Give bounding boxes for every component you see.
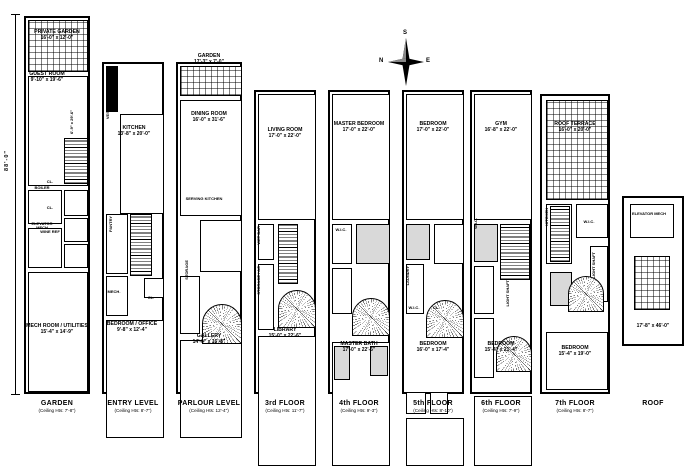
label-roof-terrace: ROOF TERRACE 16'-0" x 20'-0": [554, 121, 596, 133]
closet-3: [64, 244, 88, 268]
label-boiler: BOILER: [34, 185, 50, 190]
room-gym: [474, 94, 532, 220]
label-elevator-mech: ELEVATOR MECH: [31, 221, 53, 231]
tag-closet-1: CL.: [46, 179, 54, 184]
tag-laundry-5th: LAUNDRY: [405, 266, 410, 286]
tag-wic-5th: W.I.C.: [408, 305, 420, 310]
spiral-stair-7th: [568, 276, 604, 312]
closet-entry: [144, 278, 164, 298]
tag-closet-5th: CL.: [432, 305, 440, 310]
caption-7th-floor: 7th FLOOR (Ceiling Hts: 8'-7"): [555, 400, 595, 413]
tag-storage-ac: STORAGE / AC: [256, 266, 261, 295]
room-serving-kitchen: [200, 220, 242, 272]
bath-5th: [406, 224, 430, 260]
caption-3rd-floor: 3rd FLOOR (Ceiling Hts: 11'-7"): [264, 400, 306, 413]
room-garden-parlour: [180, 66, 242, 96]
label-bedroom-5th-rear: BEDROOM 16'-0" x 17'-4": [416, 341, 450, 353]
label-garden-parlour: GARDEN 17'-3" x 7'-0": [194, 53, 224, 65]
room-master-bedroom: [332, 94, 390, 220]
label-roof-dim: 17'-8" x 46'-0": [636, 323, 670, 329]
bath-fixtures-4th: [356, 224, 390, 264]
label-bedroom-7th: BEDROOM 15'-4" x 19'-0": [558, 345, 592, 357]
caption-entry-level: ENTRY LEVEL (Ceiling Hts: 8'-7"): [107, 400, 159, 413]
compass-label-w: N: [379, 58, 384, 64]
label-private-garden: PRIVATE GARDEN 16'-0" x 12'-0": [34, 29, 80, 41]
room-roof-terrace: [546, 100, 608, 200]
stair-7th: [550, 206, 570, 262]
compass-label-n: S: [403, 30, 408, 36]
label-bedroom-5th: BEDROOM 17'-0" x 22'-0": [416, 121, 450, 133]
tag-kitchen-7th: KITCHEN: [544, 208, 549, 226]
caption-parlour-level: PARLOUR LEVEL (Ceiling Hts: 12'-4"): [177, 400, 241, 413]
room-living-room: [258, 94, 316, 220]
closet-1: [64, 190, 88, 216]
tag-mech-entry: MECH.: [107, 289, 121, 294]
tag-vestibule: VEST.: [105, 108, 110, 120]
tag-garden-dim: 6'-9" x 29'-6": [69, 110, 74, 134]
label-guest-room: GUEST ROOM 9'-10" x 19'-6": [29, 71, 65, 83]
label-master-bath: MASTER BATH 17'-0" x 22'-6": [340, 341, 378, 353]
label-kitchen-entry: KITCHEN 13'-8" x 20'-0": [117, 125, 151, 137]
closet-2: [64, 218, 88, 242]
tag-wic-7th: W.I.C.: [583, 219, 595, 224]
caption-roof: ROOF: [642, 400, 664, 407]
tag-storage-parlour: STORAGE: [184, 260, 189, 280]
label-mech-room: MECH ROOM / UTILITIES 15'-4" x 14'-9": [26, 323, 88, 335]
compass-label-e: E: [426, 58, 431, 64]
label-library: LIBRARY 15'-0" x 22'-6": [268, 327, 302, 339]
wic-4th: [332, 268, 352, 314]
tag-wet-bar: WET BAR: [256, 226, 261, 245]
room-gallery: [180, 340, 242, 438]
overall-height-dimension: 88'-0": [4, 150, 10, 171]
roof-skylight: [634, 256, 670, 310]
label-gallery: GALLERY 14'-0" x 16'-8": [192, 333, 226, 345]
label-living-room: LIVING ROOM 17'-0" x 22'-0": [267, 127, 303, 139]
stair-3rd: [278, 224, 298, 284]
caption-5th-floor: 5th FLOOR (Ceiling Hts: 8'-10"): [413, 400, 453, 413]
room-private-garden: [28, 20, 88, 72]
storage-parlour: [180, 276, 200, 334]
tag-pantry: PANTRY: [108, 216, 113, 232]
tag-closet-2: CL.: [46, 205, 54, 210]
tag-light-shaft-7th: LIGHT SHAFT: [591, 252, 596, 279]
spiral-stair-4th: [352, 298, 390, 336]
room-bedroom-5th: [406, 94, 464, 220]
label-wine-ref: WINE REF: [40, 229, 60, 234]
label-roof-elevator-mech: ELEVATOR MECH: [631, 211, 666, 216]
caption-4th-floor: 4th FLOOR (Ceiling Hts: 9'-3"): [339, 400, 379, 413]
wic-5th-a: [434, 224, 464, 264]
room-mech-entry: [106, 276, 128, 316]
roof-elevator-mech: [630, 204, 674, 238]
tag-light-shaft-6th: LIGHT SHAFT: [505, 280, 510, 307]
spiral-stair-3rd: [278, 290, 316, 328]
room-bedroom-7th: [546, 332, 608, 390]
stair-entry: [130, 214, 152, 276]
label-bedroom-6th: BEDROOM 15'-4" x 21'-4": [484, 341, 518, 353]
caption-garden: GARDEN (Ceiling Hts: 7'-8"): [38, 400, 76, 413]
stair-6th: [500, 224, 530, 280]
compass-rose: [378, 30, 436, 92]
caption-6th-floor: 6th FLOOR (Ceiling Hts: 7'-9"): [481, 400, 521, 413]
tag-wic-6th: W.I.C.: [473, 218, 478, 229]
tag-wic-4th: W.I.C.: [335, 227, 347, 232]
room-bedroom-5th-rear: [406, 418, 464, 466]
label-bedroom-office: BEDROOM / OFFICE 9'-8" x 12'-4": [106, 321, 158, 333]
tag-closet-entry: CL.: [147, 295, 155, 300]
label-master-bedroom: MASTER BEDROOM 17'-0" x 22'-0": [333, 121, 385, 133]
label-dining-room: DINING ROOM 16'-0" x 31'-6": [191, 111, 227, 123]
wic-6th: [474, 266, 494, 314]
stair-garden: [64, 138, 88, 184]
room-bedroom-office: [106, 320, 164, 438]
label-gym: GYM 16'-8" x 22'-0": [484, 121, 518, 133]
bath-6th: [474, 224, 498, 262]
label-serving-kitchen: SERVING KITCHEN: [185, 196, 223, 201]
